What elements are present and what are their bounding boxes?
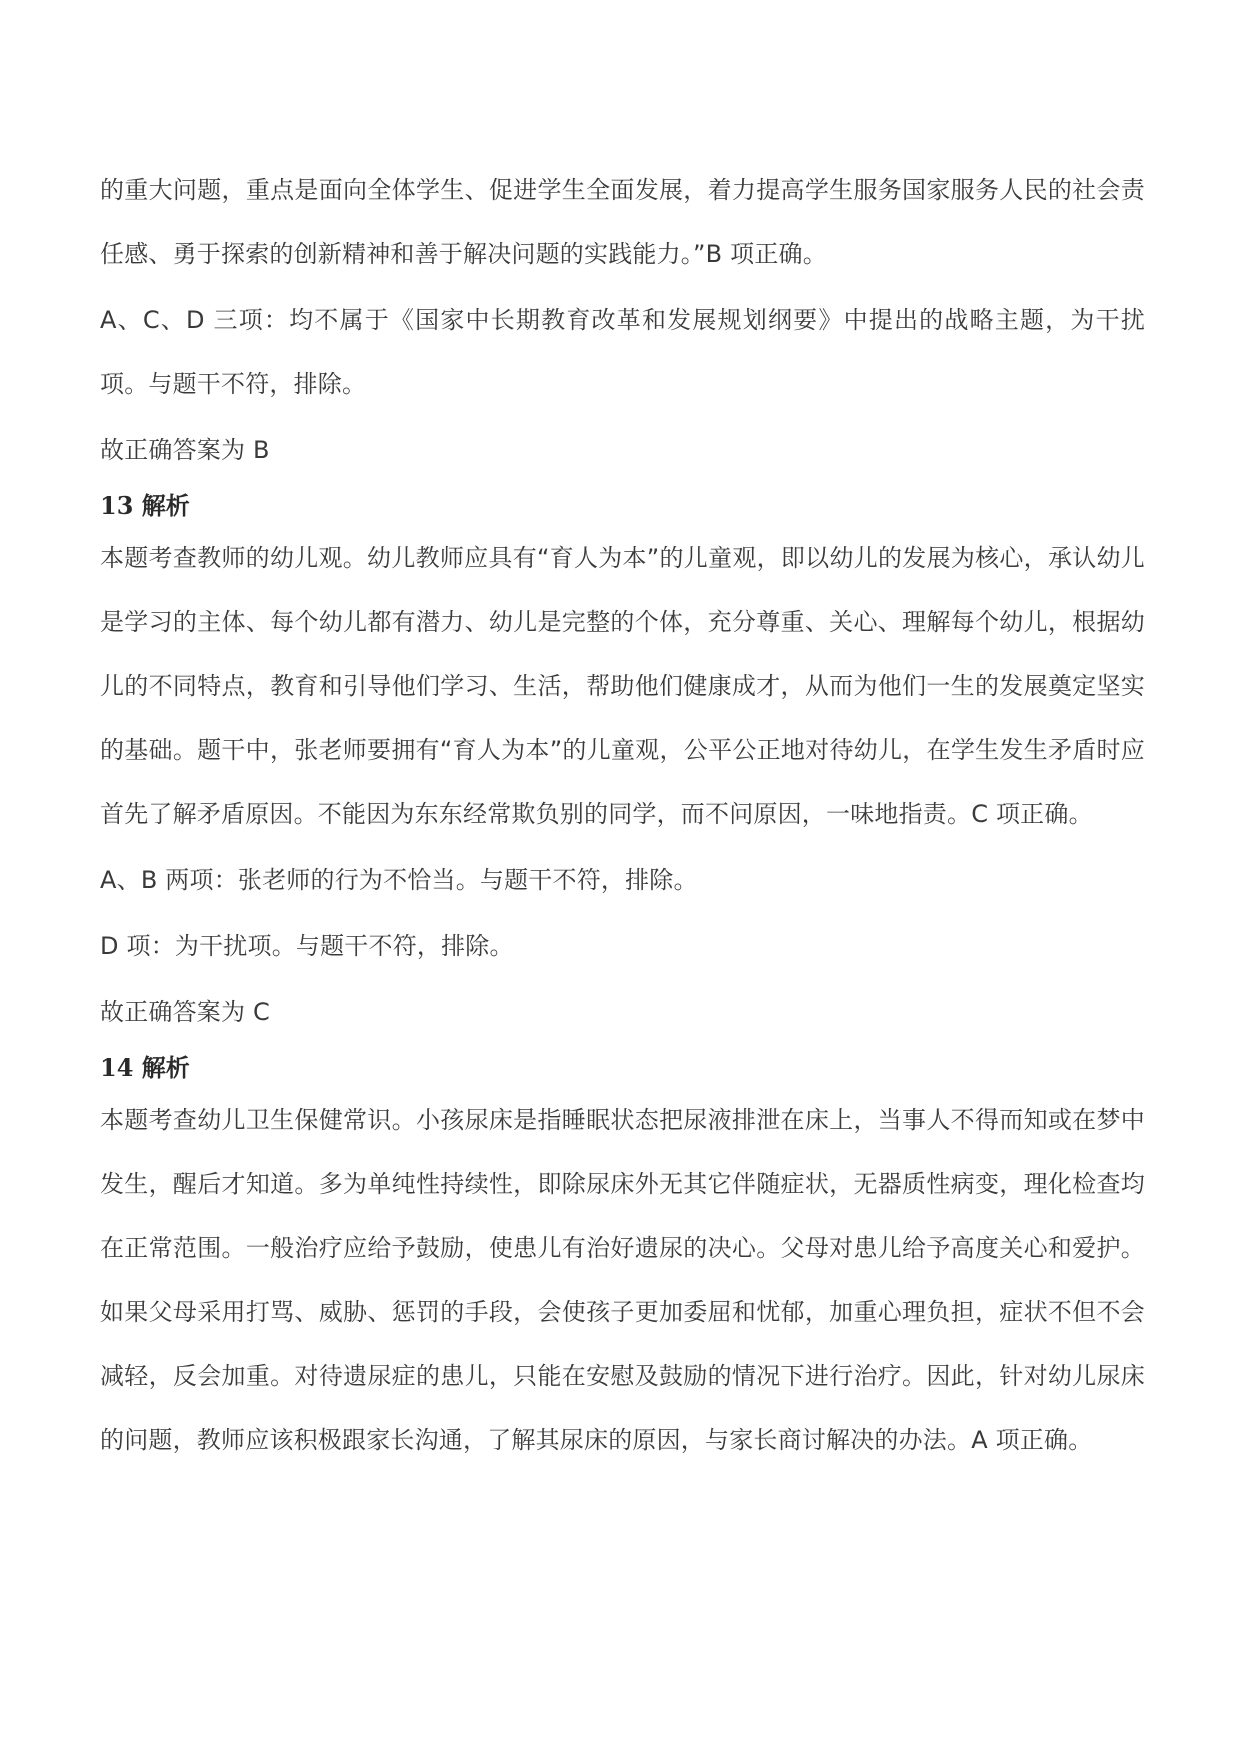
heading-q13-analysis: 13 解析 <box>100 491 190 520</box>
paragraph-q12-explanation-end: 的重大问题，重点是面向全体学生、促进学生全面发展，着力提高学生服务国家服务人民的社会责任感、勇于探索的创新精神和善于解决问题的实践能力。”B 项正确。 <box>100 176 1145 268</box>
paragraph-q12-answer: 故正确答案为 B <box>100 436 270 464</box>
paragraph-q13-explanation: 本题考查教师的幼儿观。幼儿教师应具有“育人为本”的儿童观，即以幼儿的发展为核心，承认幼儿是学习的主体、每个幼儿都有潜力、幼儿是完整的个体，充分尊重、关心、理解每个幼儿，根据幼儿的不同特点，教育和引导他们学习、生活，帮助他们健康成才，从而为他们一生的发展奠定坚实的基础。题干中，张老师要拥有“育人为本”的儿童观，公平公正地对待幼儿，在学生发生矛盾时应首先了解矛盾原因。不能因为东东经常欺负别的同学，而不问原因，一味地指责。C 项正确。 <box>100 544 1145 828</box>
paragraph-q13-options-ab: A、B 两项：张老师的行为不恰当。与题干不符，排除。 <box>100 866 698 894</box>
document-body <box>100 158 1145 1472</box>
paragraph-q13-option-d: D 项：为干扰项。与题干不符，排除。 <box>100 932 514 960</box>
paragraph-q14-explanation: 本题考查幼儿卫生保健常识。小孩尿床是指睡眠状态把尿液排泄在床上，当事人不得而知或在梦中发生，醒后才知道。多为单纯性持续性，即除尿床外无其它伴随症状，无器质性病变，理化检查均在正常范围。一般治疗应给予鼓励，使患儿有治好遗尿的决心。父母对患儿给予高度关心和爱护。如果父母采用打骂、威胁、惩罚的手段，会使孩子更加委屈和忧郁，加重心理负担，症状不但不会减轻，反会加重。对待遗尿症的患儿，只能在安慰及鼓励的情况下进行治疗。因此，针对幼儿尿床的问题，教师应该积极跟家长沟通，了解其尿床的原因，与家长商讨解决的办法。A 项正确。 <box>100 1106 1145 1454</box>
paragraph-q13-answer: 故正确答案为 C <box>100 998 270 1026</box>
paragraph-q12-other-options: A、C、D 三项：均不属于《国家中长期教育改革和发展规划纲要》中提出的战略主题，为干扰项。与题干不符，排除。 <box>100 306 1145 398</box>
heading-q14-analysis: 14 解析 <box>100 1053 190 1082</box>
